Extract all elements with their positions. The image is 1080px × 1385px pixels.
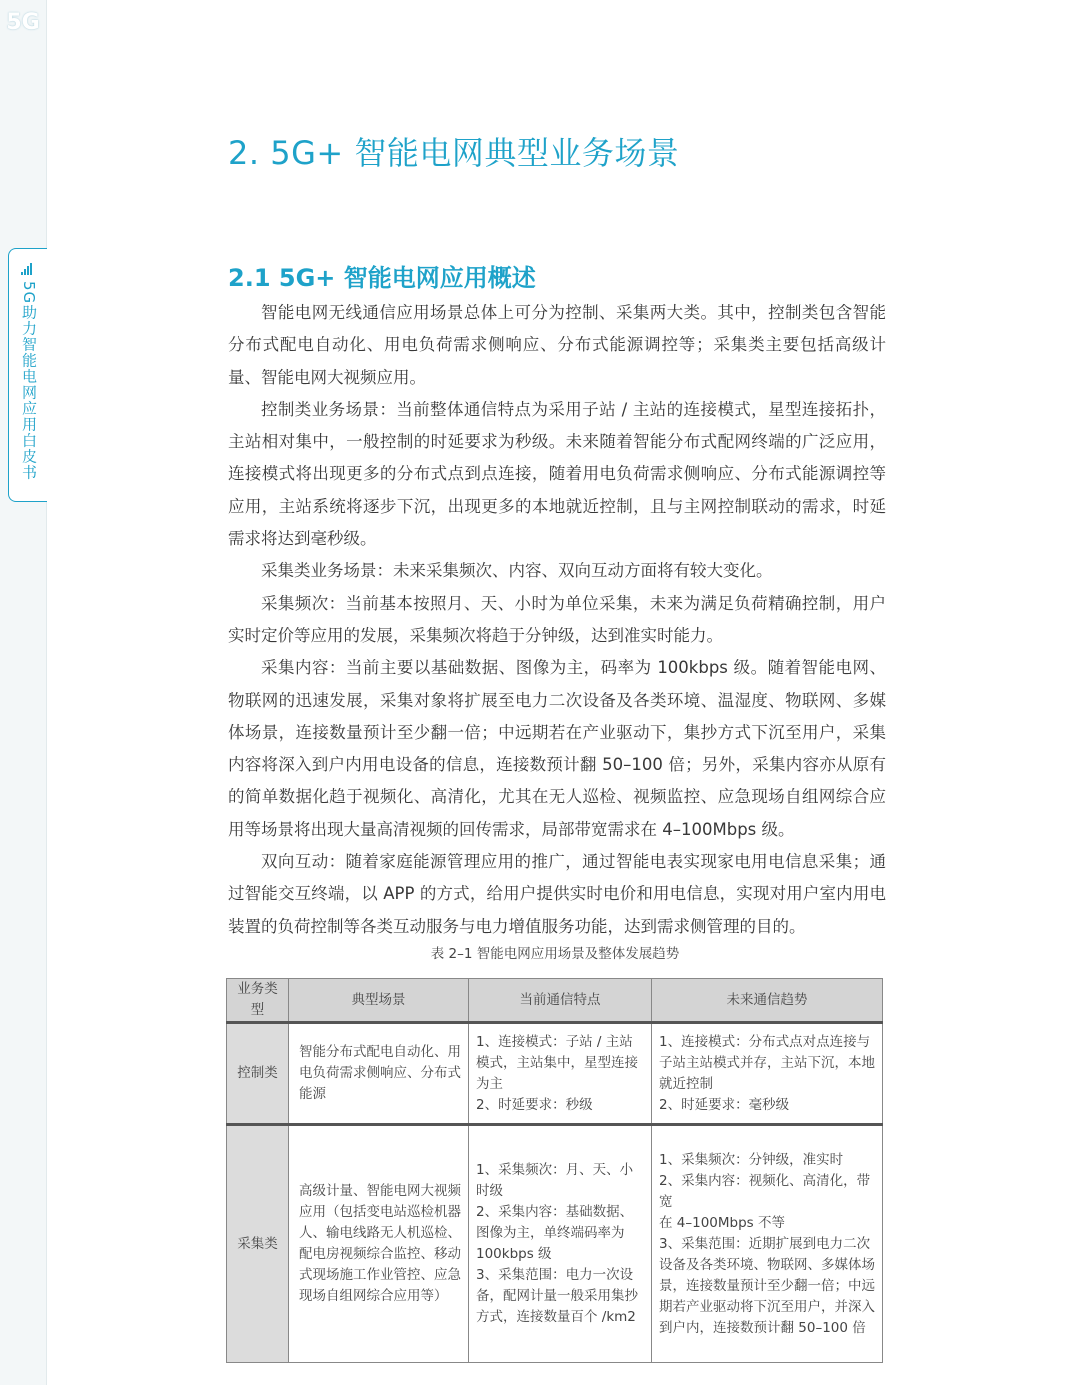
cell-line: 2、时延要求：秒级 (476, 1096, 593, 1113)
corner-5g-logo: 5G (6, 10, 40, 35)
cell-line: 2、采集内容：基础数据、图像为主，单终端码率为 100kbps 级 (476, 1204, 634, 1262)
current-cell (469, 1125, 652, 1363)
paragraph: 采集内容：当前主要以基础数据、图像为主，码率为 100kbps 级。随着智能电网、物联网的迅速发展，采集对象将扩展至电力二次设备及各类环境、温湿度、物联网、多媒体场景，连接数量预计至少翻一倍；中远期若在产业驱动下，集抄方式下沉至用户，采集内容将深入到户内用电设备的信息，连接数预计翻 50–100 倍；另外，采集内容亦从原有的简单数据化趋于视频化、高清化，尤其在无人巡检、视频监控、应急现场自组网综合应用等场景将出现大量高清视频的回传需求，局部带宽需求在 4–100Mbps 级。 (228, 658, 886, 839)
paragraph: 采集频次：当前基本按照月、天、小时为单位采集，未来为满足负荷精确控制，用户实时定价等应用的发展，采集频次将趋于分钟级，达到准实时能力。 (228, 593, 886, 645)
table-caption: 表 2–1 智能电网应用场景及整体发展趋势 (430, 946, 680, 962)
cell-line: 1、连接模式：子站 / 主站模式，主站集中，星型连接为主 (476, 1033, 638, 1092)
body-text (228, 297, 886, 943)
cell-line: 3、采集范围：电力一次设备，配网计量一般采用集抄方式，连接数量百个 /km2 (476, 1267, 638, 1325)
cell-line: 2、采集内容：视频化、高清化，带宽 (659, 1172, 871, 1210)
header-cell: 未来通信趋势 (652, 979, 883, 1023)
paragraph: 智能电网无线通信应用场景总体上可分为控制、采集两大类。其中，控制类包含智能分布式配电自动化、用电负荷需求侧响应、分布式能源调控等；采集类主要包括高级计量、智能电网大视频应用。 (228, 303, 886, 387)
type-cell: 控制类 (227, 1023, 289, 1125)
cell-line: 1、采集频次：分钟级，准实时 (659, 1151, 844, 1168)
current-cell (469, 1023, 652, 1125)
scene-cell: 智能分布式配电自动化、用电负荷需求侧响应、分布式能源 (289, 1023, 469, 1125)
paragraph: 采集类业务场景：未来采集频次、内容、双向互动方面将有较大变化。 (261, 561, 773, 581)
paragraph: 控制类业务场景：当前整体通信特点为采用子站 / 主站的连接模式，星型连接拓扑，主站相对集中，一般控制的时延要求为秒级。未来随着智能分布式配网终端的广泛应用，连接模式将出现更多的分布式点到点连接，随着用电负荷需求侧响应、分布式能源调控等应用，主站系统将逐步下沉，出现更多的本地就近控制，且与主网控制联动的需求，时延需求将达到毫秒级。 (228, 399, 886, 549)
cell-line: 1、连接模式：分布式点对点连接与子站主站模式并存，主站下沉，本地就近控制 (659, 1033, 875, 1092)
cell-line: 2、时延要求：毫秒级 (659, 1096, 790, 1113)
header-cell: 业务类型 (227, 979, 289, 1023)
future-cell (652, 1023, 883, 1125)
cell-line: 在 4–100Mbps 不等 (659, 1214, 786, 1231)
future-cell (652, 1125, 883, 1363)
scene-cell: 高级计量、智能电网大视频应用（包括变电站巡检机器人、输电线路无人机巡检、配电房视频综合监控、移动式现场施工作业管控、应急现场自组网综合应用等） (289, 1125, 469, 1363)
table-header-row (227, 979, 883, 1023)
chapter-title: 2. 5G+ 智能电网典型业务场景 (228, 134, 680, 172)
side-book-title: 5G助力智能电网应用白皮书 (20, 281, 38, 481)
table-row (227, 1023, 883, 1125)
section-title: 2.1 5G+ 智能电网应用概述 (228, 264, 536, 292)
side-book-tab (8, 248, 47, 502)
table-row (227, 1125, 883, 1363)
paragraph: 双向互动：随着家庭能源管理应用的推广，通过智能电表实现家电用电信息采集；通过智能交互终端，以 APP 的方式，给用户提供实时电价和用电信息，实现对用户室内用电装置的负荷控制等各类互动服务与电力增值服务功能，达到需求侧管理的目的。 (228, 852, 886, 936)
cell-line: 1、采集频次：月、天、小时级 (476, 1162, 634, 1199)
cell-line: 3、采集范围：近期扩展到电力二次设备及各类环境、物联网、多媒体场景，连接数量预计至少翻一倍；中远期若产业驱动将下沉至用户，并深入到户内，连接数预计翻 50–100 倍 (659, 1235, 875, 1336)
type-cell: 采集类 (227, 1125, 289, 1363)
left-margin-strip (0, 0, 47, 1385)
trend-table (226, 978, 883, 1363)
signal-bars-icon (21, 263, 35, 275)
header-cell: 典型场景 (289, 979, 469, 1023)
header-cell: 当前通信特点 (469, 979, 652, 1023)
